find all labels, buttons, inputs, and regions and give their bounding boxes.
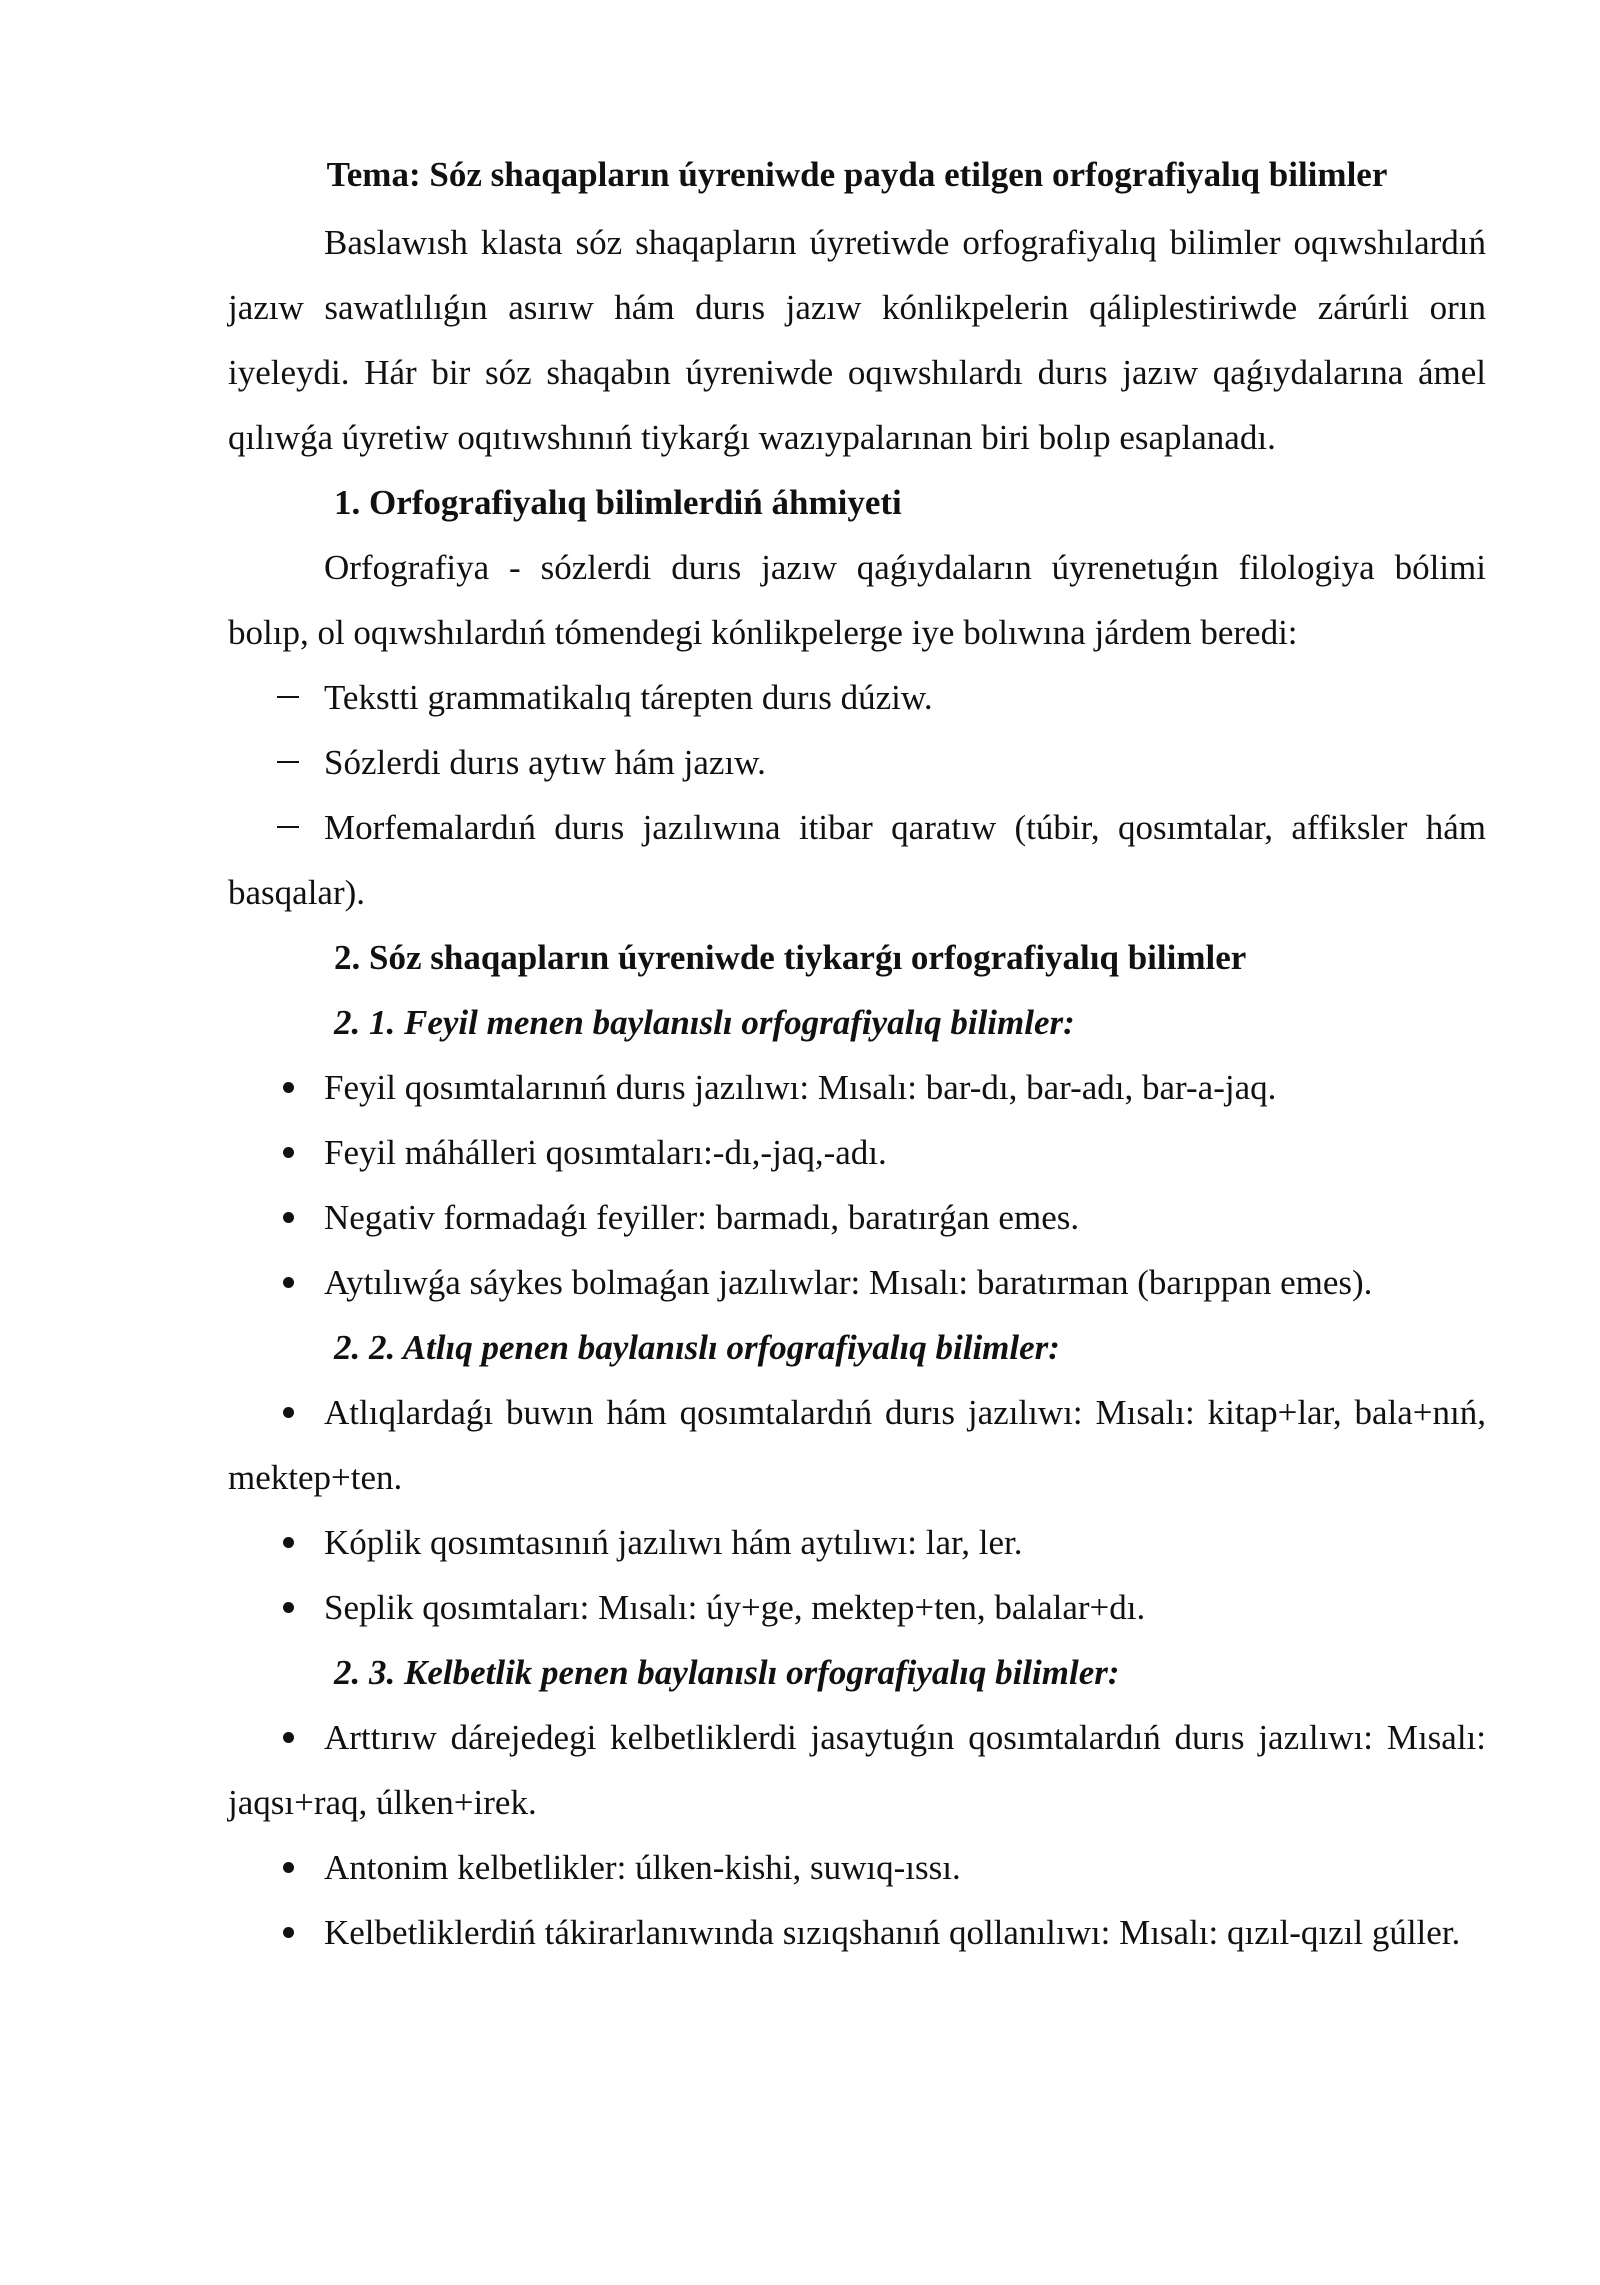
dash-icon (268, 665, 308, 730)
list-item (228, 665, 1486, 730)
dash-icon (268, 730, 308, 795)
subsection-2-3-heading: 2. 3. Kelbetlik penen baylanıslı orfografiyalıq bilimler: (334, 1653, 1120, 1692)
list-item-text: Kóplik qosımtasınıń jazılıwı hám aytılıwı: lar, ler. (324, 1523, 1023, 1562)
section-1-dash-list (228, 665, 1486, 925)
list-item-text: Tekstti grammatikalıq tárepten durıs dúziw. (324, 678, 933, 717)
list-item (228, 795, 1486, 925)
bullet-icon (268, 1250, 308, 1315)
section-2-heading: 2. Sóz shaqapların úyreniwde tiykarǵı orfografiyalıq bilimler (334, 938, 1247, 977)
list-item-text: Antonim kelbetlikler: úlken-kishi, suwıq-ıssı. (324, 1848, 961, 1887)
section-1-heading: 1. Orfografiyalıq bilimlerdiń áhmiyeti (334, 483, 902, 522)
subsection-2-1-bullets (228, 1055, 1486, 1315)
intro-paragraph: Baslawısh klasta sóz shaqapların úyretiwde orfografiyalıq bilimler oqıwshılardıń jazıw sawatlılıǵın asırıw hám durıs jazıw kónlikpelerin qáliplestiriwde zárúrli orın iyeleydi. Hár bir sóz shaqabın úyreniwde oqıwshılardı durıs jazıw qaǵıydalarına ámel qılıwǵa úyretiw oqıtıwshınıń tiykarǵı wazıypalarınan biri bolıp esaplanadı. (228, 223, 1486, 457)
bullet-icon (268, 1510, 308, 1575)
list-item-text: Kelbetliklerdiń tákirarlanıwında sızıqshanıń qollanılıwı: Mısalı: qızıl-qızıl gúller. (324, 1913, 1461, 1952)
subsection-2-2-bullets (228, 1380, 1486, 1640)
subsection-2-2-heading: 2. 2. Atlıq penen baylanıslı orfografiyalıq bilimler: (334, 1328, 1060, 1367)
list-item (228, 1835, 1486, 1900)
list-item (228, 1250, 1486, 1315)
bullet-icon (268, 1835, 308, 1900)
list-item-text: Sózlerdi durıs aytıw hám jazıw. (324, 743, 766, 782)
list-item-text: Arttırıw dárejedegi kelbetliklerdi jasaytuǵın qosımtalardıń durıs jazılıwı: Mısalı: jaqsı+raq, úlken+irek. (228, 1718, 1486, 1822)
list-item (228, 1120, 1486, 1185)
list-item (228, 1055, 1486, 1120)
bullet-icon (268, 1055, 308, 1120)
document-page (228, 140, 1486, 1965)
list-item-text: Atlıqlardaǵı buwın hám qosımtalardıń durıs jazılıwı: Mısalı: kitap+lar, bala+nıń, mektep+ten. (228, 1393, 1486, 1497)
document-title: Tema: Sóz shaqapların úyreniwde payda etilgen orfografiyalıq bilimler (326, 155, 1388, 194)
list-item-text: Negativ formadaǵı feyiller: barmadı, baratırǵan emes. (324, 1198, 1080, 1237)
bullet-icon (268, 1705, 308, 1770)
subsection-2-3-bullets (228, 1705, 1486, 1965)
bullet-icon (268, 1900, 308, 1965)
list-item-text: Aytılıwǵa sáykes bolmaǵan jazılıwlar: Mısalı: baratırman (barıppan emes). (324, 1263, 1373, 1302)
bullet-icon (268, 1185, 308, 1250)
bullet-icon (268, 1120, 308, 1185)
list-item-text: Feyil qosımtalarınıń durıs jazılıwı: Mısalı: bar-dı, bar-adı, bar-a-jaq. (324, 1068, 1277, 1107)
list-item (228, 1510, 1486, 1575)
list-item (228, 1575, 1486, 1640)
bullet-icon (268, 1575, 308, 1640)
list-item (228, 1380, 1486, 1510)
dash-icon (268, 795, 308, 860)
list-item (228, 1705, 1486, 1835)
list-item-text: Feyil máhálleri qosımtaları:-dı,-jaq,-adı. (324, 1133, 887, 1172)
list-item-text: Morfemalardıń durıs jazılıwına itibar qaratıw (túbir, qosımtalar, affiksler hám basqalar). (228, 808, 1486, 912)
list-item (228, 730, 1486, 795)
subsection-2-1-heading: 2. 1. Feyil menen baylanıslı orfografiyalıq bilimler: (334, 1003, 1075, 1042)
bullet-icon (268, 1380, 308, 1445)
list-item-text: Seplik qosımtaları: Mısalı: úy+ge, mektep+ten, balalar+dı. (324, 1588, 1146, 1627)
section-1-paragraph: Orfografiya - sózlerdi durıs jazıw qaǵıydaların úyrenetuǵın filologiya bólimi bolıp, ol oqıwshılardıń tómendegi kónlikpelerge iye bolıwına járdem beredi: (228, 548, 1486, 652)
list-item (228, 1900, 1486, 1965)
list-item (228, 1185, 1486, 1250)
